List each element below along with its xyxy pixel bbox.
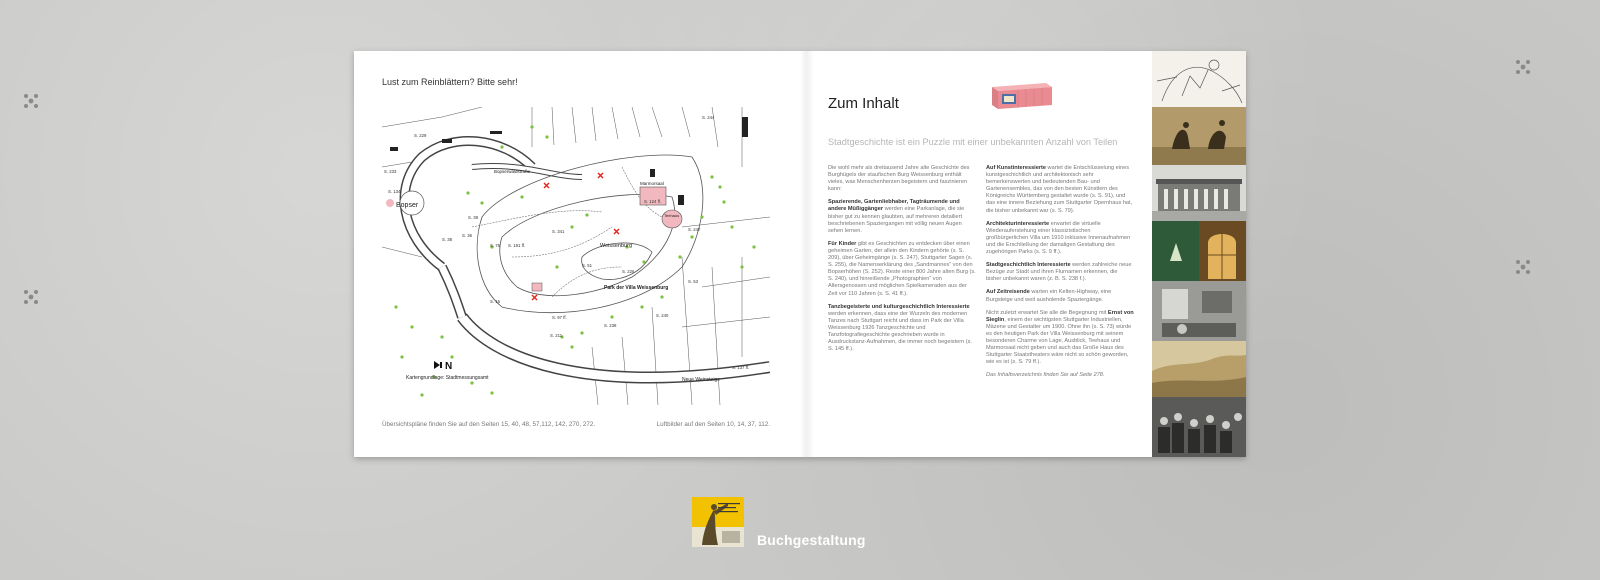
svg-text:S. 191 ff.: S. 191 ff. bbox=[508, 243, 526, 248]
svg-text:S. 53: S. 53 bbox=[688, 279, 699, 284]
svg-text:S. 341: S. 341 bbox=[552, 229, 565, 234]
svg-text:S. 233: S. 233 bbox=[384, 169, 397, 174]
svg-text:S. 244: S. 244 bbox=[702, 115, 715, 120]
right-page-title: Zum Inhalt bbox=[828, 95, 899, 112]
map-label-teehaus: Teehaus bbox=[664, 213, 680, 218]
caption-aerial-photos: Luftbilder auf den Seiten 10, 14, 37, 112. bbox=[656, 421, 770, 428]
map-label-weissenburg: Weissenburg bbox=[600, 243, 632, 249]
paragraph-kunst: Auf Kunstinteressierte wartet die Entschlüsselung eines kunstgeschichtlich und architektonisch sehr bemerkenswerten und bedeutenden Bau- und Gartenensembles, das von den besten Künstlern des Königreichs Württemberg gestaltet wurde (s. S. 91), und das eine innere Beziehung zum Stuttgarter Opernhaus hat, die bisher unbekannt war (s. S. 79). bbox=[986, 165, 1133, 214]
svg-text:S. 38: S. 38 bbox=[442, 237, 453, 242]
right-page-subtitle: Stadtgeschichte ist ein Puzzle mit einer unbekannten Anzahl von Teilen bbox=[828, 137, 1118, 147]
map-label-neue-weinsteige: Neue Weinsteige bbox=[682, 377, 720, 383]
book-gutter bbox=[800, 51, 814, 457]
toc-note: Das Inhaltsverzeichnis finden Sie auf Seite 278. bbox=[986, 372, 1105, 379]
photo-strip bbox=[1152, 51, 1246, 457]
svg-text:S. 238: S. 238 bbox=[604, 323, 617, 328]
photo-dancers bbox=[1152, 107, 1246, 165]
svg-text:S. 229: S. 229 bbox=[414, 133, 427, 138]
site-map bbox=[382, 107, 770, 405]
svg-text:S. 36: S. 36 bbox=[462, 233, 473, 238]
paragraph-kinder: Für Kinder gibt es Geschichten zu entdecken über einen geheimen Garten, der allein den Kindern gehörte (s. S. 209), über Geheimgänge (s. S. 247), Stuttgarter Sagen (s. S. 255), die Namenserklärung des „Sandmannes“ von den Bopserhöhen (S. 252). Reste einer 800 Jahre alten Burg (s. S. 240), und hinreißende „Photographien“ von Altersgenossen und möglichen Spielkameraden aus der Zeit vor 110 Jahren (s. S. 41 ff.). bbox=[828, 240, 976, 297]
paragraph-zeitreisende: Auf Zeitreisende warten ein Kelten-Highway, eine Burgsteige und weit ausholende Spaziergänge. bbox=[986, 289, 1112, 303]
north-label: N bbox=[445, 361, 453, 372]
paragraph-architektur: Architekturinteressierte erwartet die virtuelle Wiederauferstehung einer klassizistischen großbürgerlichen Villa um 1910 inklusive Innenaufnahmen und die Erschließung der damaligen Gestaltung des zugehörigen Parks (s. S. 9 ff.). bbox=[986, 220, 1131, 256]
book-cover-thumbnail[interactable] bbox=[692, 497, 744, 547]
svg-text:S. 51: S. 51 bbox=[582, 263, 593, 268]
photo-opera-house bbox=[1152, 165, 1246, 221]
left-page-title: Lust zum Reinblättern? Bitte sehr! bbox=[382, 77, 518, 87]
screw-icon bbox=[1514, 58, 1532, 76]
intro-paragraph: Die wohl mehr als dreitausend Jahre alte Geschichte des Burghügels der staufischen Burg Weissenburg enthält vieles, was Menschenherzen begeistern und faszinieren kann: bbox=[828, 165, 970, 193]
paragraph-tanz: Tanzbegeisterte und kulturgeschichtlich Interessierte werden erkennen, dass eine der Wurzeln des modernen Tanzes nach Stuttgart reicht und dass im Park der Villa Weissenburg 1926 Tanzgeschichte und Tanzfotografiegeschichte geschrieben wurde in Ausdruckstanz-Aufnahmen, die immer noch begeistern (s. S. 145 ff.). bbox=[828, 303, 972, 353]
svg-text:S. 124 ff.: S. 124 ff. bbox=[644, 199, 662, 204]
portfolio-category-label[interactable]: Buchgestaltung bbox=[757, 532, 866, 548]
paragraph-sieglin: Nicht zuletzt erwartet Sie alle die Begegnung mit Ernst von Sieglin, einem der wichtigsten Stuttgarter Industriellen, Mäzene und Gestalter um 1900. Ohne ihn (s. S. 73) würde es den heutigen Park der Villa Weissenburg mit seinem besonderen Charme von Lage, Ausblick, Teehaus und Marmorsaal nicht geben und auch das Große Haus des Stuttgarter Staatstheaters wäre nicht so schön geworden, wie es ist (s. S. 79 ff.). bbox=[986, 309, 1134, 366]
paragraph-stadtgeschichte: Stadtgeschichtlich Interessierte werden zahlreiche neue Bezüge zur Stadt und ihren Flurnamen erkennen, die bisher unbekannt waren (z. B. S. 238 f.). bbox=[986, 262, 1132, 283]
photo-crowd bbox=[1152, 397, 1246, 457]
map-label-marmorsaal: Marmorsaal bbox=[640, 181, 664, 186]
paragraph-spaziergaenger: Spazierende, Gartenliebhaber, Tagträumende und andere Müßiggänger werden eine Parkanlage, die sie bisher gut zu kennen glaubten, auf mehreren detailiert beschriebenen Spaziergangen mit völlig neuen Augen sehen lernen. bbox=[828, 199, 965, 234]
text-column-1 bbox=[828, 165, 976, 359]
photo-sketch bbox=[1152, 51, 1246, 107]
svg-text:S. 226: S. 226 bbox=[622, 269, 635, 274]
photo-interiors bbox=[1152, 221, 1246, 281]
svg-text:S. 97 ff.: S. 97 ff. bbox=[552, 315, 567, 320]
map-label-bopser: Bopser bbox=[396, 202, 419, 209]
svg-text:S. 137 ff.: S. 137 ff. bbox=[732, 365, 750, 370]
map-credit: Kartengrundlage: Stadtmessungsamt bbox=[406, 375, 489, 381]
map-label-bopserwaldstrasse: Bopserwaldstraße bbox=[494, 169, 531, 174]
screw-icon bbox=[1514, 258, 1532, 276]
svg-text:S. 39: S. 39 bbox=[468, 215, 479, 220]
svg-text:S. 15: S. 15 bbox=[490, 299, 501, 304]
map-label-park: Park der Villa Weissenburg bbox=[604, 285, 669, 291]
photo-landscape bbox=[1152, 341, 1246, 397]
svg-text:S. 75: S. 75 bbox=[490, 243, 501, 248]
screw-icon bbox=[22, 288, 40, 306]
svg-text:S. 240: S. 240 bbox=[656, 313, 669, 318]
text-column-2 bbox=[986, 165, 1134, 385]
book-spread bbox=[354, 51, 1246, 457]
svg-text:S. 211: S. 211 bbox=[550, 333, 563, 338]
photo-room bbox=[1152, 281, 1246, 341]
svg-text:S. 134: S. 134 bbox=[388, 189, 401, 194]
caption-overview-plans: Übersichtspläne finden Sie auf den Seiten 15, 40, 48, 57,112, 142, 270, 272. bbox=[382, 421, 596, 428]
svg-text:S. 247: S. 247 bbox=[688, 227, 701, 232]
puzzle-box-image bbox=[988, 79, 1054, 109]
screw-icon bbox=[22, 92, 40, 110]
